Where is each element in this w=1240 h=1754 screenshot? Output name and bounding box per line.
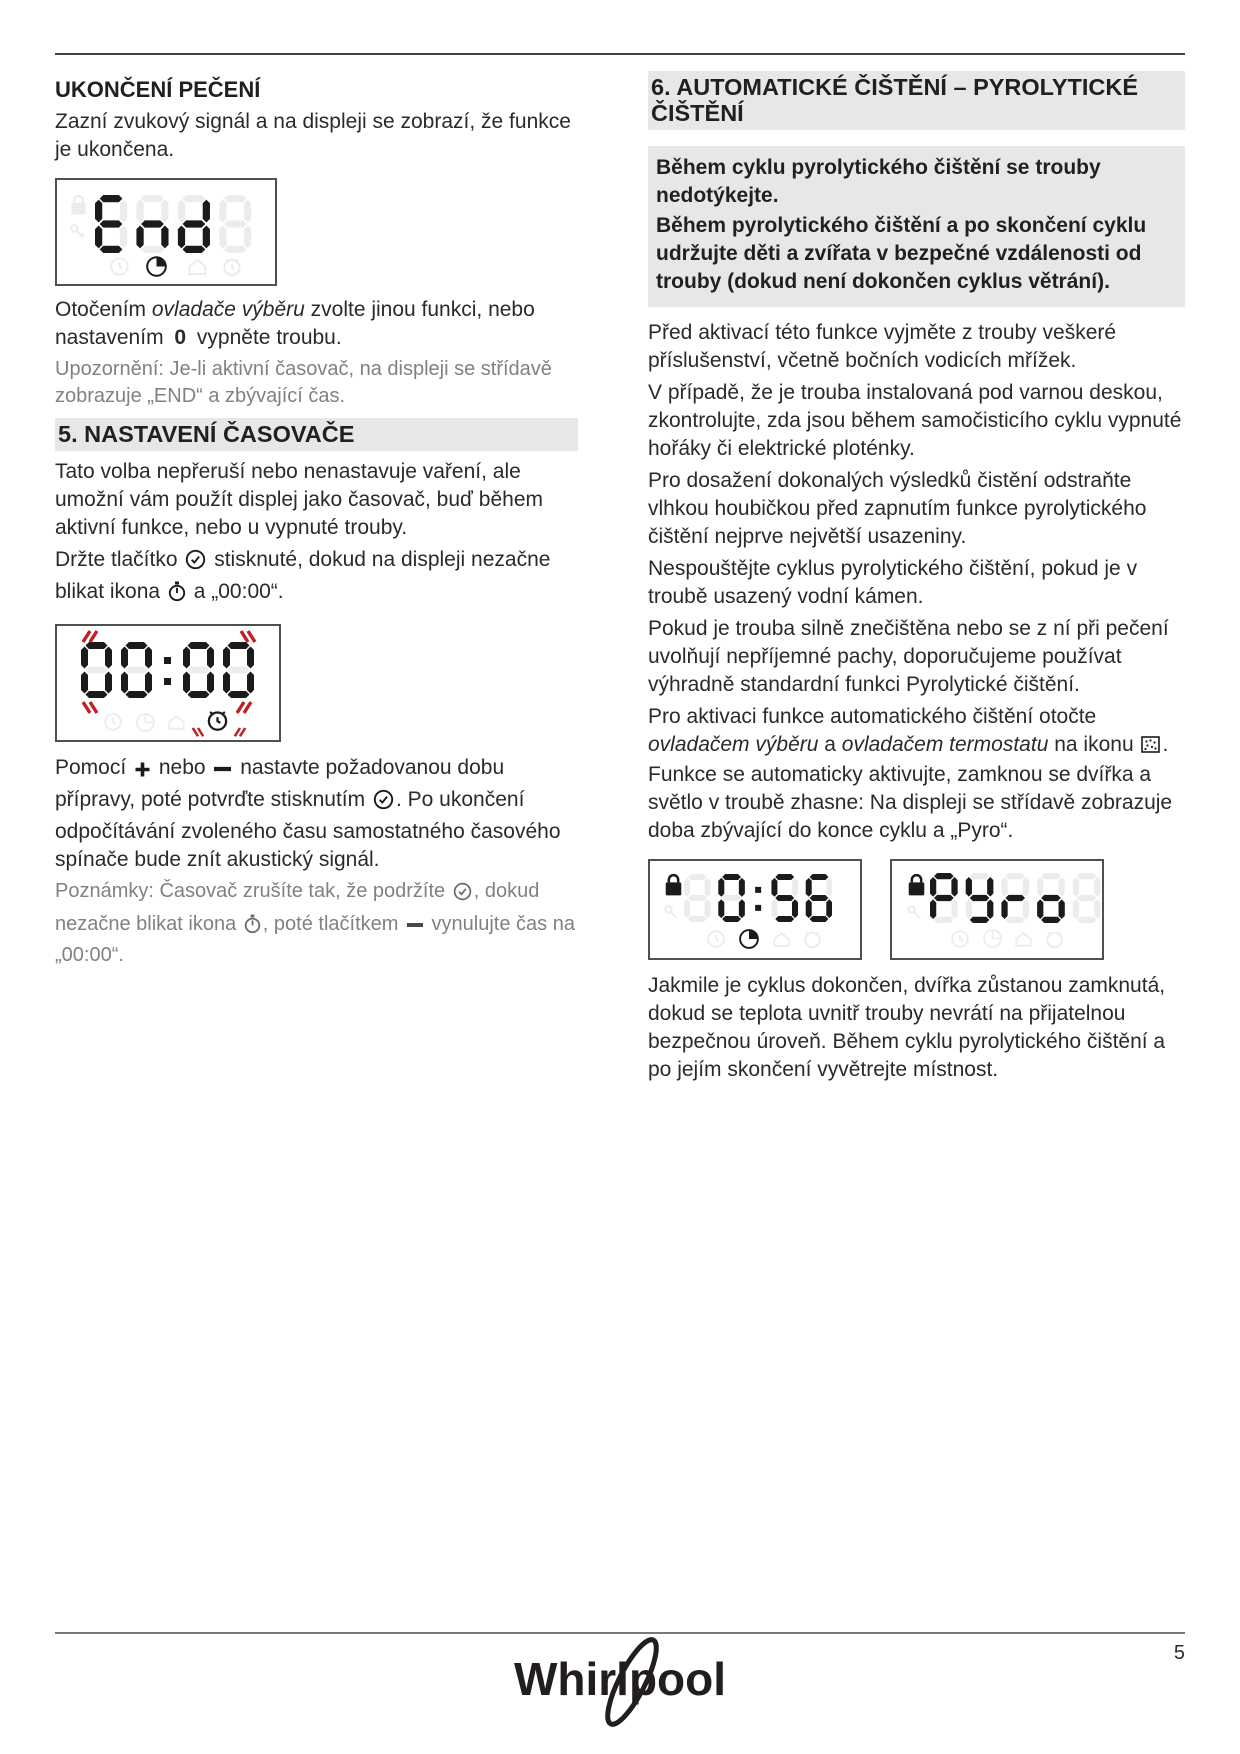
whirlpool-wordmark: Whirlpool: [513, 1653, 727, 1705]
minus-icon: [213, 752, 232, 780]
knob-name: ovladačem výběru: [648, 733, 819, 756]
seven-segment-value: [81, 642, 254, 703]
knob-name: ovladačem termostatu: [841, 733, 1049, 756]
oven-display-pyro: [890, 859, 1104, 960]
left-column: [55, 71, 578, 1088]
blink-mark: [81, 700, 99, 720]
alarm-icon: [205, 708, 230, 737]
set-time-icon: [185, 549, 206, 578]
oven-display-timer: [55, 624, 281, 742]
clock-icon: [103, 712, 123, 737]
alarm-icon: [221, 256, 243, 282]
paragraph: Pro aktivaci funkce automatického čištění otočte ovladačem výběru a ovladačem termostatu na ikonu . Funkce se automaticky aktivujte, zamknou se dvířka a světlo v troubě zhasne: Na displeji se střídavě zobrazuje doba zbývající do konce cyklu a „Pyro“.: [648, 705, 1173, 842]
oven-display-end: [55, 178, 277, 286]
seven-segment-value: [930, 873, 1101, 928]
paragraph: Před aktivací této funkce vyjměte z trouby veškeré příslušenství, včetně bočních vodicích mřížek.: [648, 321, 1117, 372]
lock-icon: [906, 871, 927, 903]
set-time-icon: [373, 789, 394, 818]
warning-text: Během cyklu pyrolytického čištění se trouby nedotýkejte.: [656, 156, 1101, 207]
knob-name: ovladače výběru: [151, 298, 305, 321]
pie-timer-icon: [135, 712, 156, 738]
whirlpool-logo: [514, 1652, 726, 1706]
paragraph: Pro dosažení dokonalých výsledků čistění odstraňte vlhkou houbičkou před zapnutím funkce pyrolytického čištění nejprve největší usazeniny.: [648, 469, 1147, 548]
clock-icon: [109, 256, 130, 282]
home-icon: [167, 713, 186, 736]
stopwatch-icon: [244, 914, 261, 942]
blink-mark: [235, 700, 253, 720]
seven-segment-value: [684, 874, 832, 927]
pie-timer-icon: [982, 928, 1003, 954]
note: Upozornění: Je-li aktivní časovač, na displeji se střídavě zobrazuje „END“ a zbývající čas.: [55, 358, 552, 407]
clock-icon: [706, 929, 726, 954]
alarm-icon: [1044, 929, 1065, 954]
pie-timer-icon: [738, 928, 760, 955]
key-icon: [70, 224, 85, 246]
key-icon: [907, 905, 922, 927]
warning-text: Během pyrolytického čištění a po skončení cyklu udržujte děti a zvířata v bezpečné vzdálenosti od trouby (dokud není dokončen cyklus větrání).: [656, 214, 1147, 293]
home-icon: [1014, 930, 1033, 953]
right-column: [648, 71, 1185, 1088]
seven-segment-value: [95, 195, 251, 258]
top-rule: [55, 53, 1185, 55]
set-time-icon: [453, 882, 472, 909]
section-heading-6: 6. AUTOMATICKÉ ČIŠTĚNÍ – PYROLYTICKÉ ČIŠTĚNÍ: [648, 71, 1185, 130]
stopwatch-icon: [168, 581, 186, 610]
home-icon: [772, 930, 791, 953]
footer-logo-area: [0, 1652, 1240, 1706]
plus-icon: [134, 758, 151, 786]
paragraph: Pomocí nebo nastavte požadovanou dobu přípravy, poté potvrďte stisknutím . Po ukončení odpočítávání zvoleného času samostatného časového spínače bude znít akustický signál.: [55, 752, 578, 874]
paragraph: Nespouštějte cyklus pyrolytického čištění, pokud je v troubě usazený vodní kámen.: [648, 557, 1138, 608]
oven-display-remaining-time: [648, 859, 862, 960]
paragraph: Jakmile je cyklus dokončen, dvířka zůstanou zamknutá, dokud se teplota uvnitř trouby nevrátí na přijatelnou bezpečnou úroveň. Během cyklu pyrolytického čištění a po jejím skončení vyvětrejte místnost.: [648, 974, 1166, 1081]
minus-icon: [406, 909, 424, 936]
warning-box: [648, 146, 1185, 307]
blink-mark: [239, 629, 257, 649]
blink-mark: [191, 727, 205, 742]
pie-timer-icon: [145, 255, 168, 283]
paragraph: Zazní zvukový signál a na displeji se zobrazí, že funkce je ukončena.: [55, 110, 571, 161]
clock-icon: [950, 929, 970, 954]
zero-setting: 0: [174, 326, 187, 349]
section-heading-5: 5. NASTAVENÍ ČASOVAČE: [55, 418, 578, 451]
note: Poznámky: Časovač zrušíte tak, že podržíte , dokud nezačne blikat ikona , poté tlačítkem vynulujte čas na „00:00“.: [55, 880, 575, 966]
key-icon: [664, 905, 679, 927]
heading-ukonceni-peceni: UKONČENÍ PEČENÍ: [55, 77, 261, 102]
paragraph: Tato volba nepřeruší nebo nenastavuje vaření, ale umožní vám použít displej jako časovač, buď během aktivní funkce, nebo u vypnuté trouby.: [55, 460, 543, 539]
paragraph: Držte tlačítko stisknuté, dokud na displeji nezačne blikat ikona a „00:00“.: [55, 546, 578, 610]
paragraph: Otočením ovladače výběru zvolte jinou funkci, nebo nastavením 0 vypněte troubu.: [55, 298, 535, 349]
lock-icon: [663, 871, 684, 903]
page-number: 5: [1173, 1642, 1185, 1664]
home-icon: [187, 257, 208, 281]
paragraph: V případě, že je trouba instalovaná pod varnou deskou, zkontrolujte, zda jsou během samočisticího cyklu vypnuté hořáky či elektrické ploténky.: [648, 381, 1182, 460]
blink-mark: [81, 629, 99, 649]
lock-icon: [69, 192, 88, 222]
footer-rule: [55, 1632, 1185, 1634]
blink-mark: [233, 727, 247, 742]
alarm-icon: [802, 929, 823, 954]
paragraph: Pokud je trouba silně znečištěna nebo se z ní při pečení uvolňují nepříjemné pachy, doporučujeme používat výhradně standardní funkci Pyrolytické čištění.: [648, 617, 1169, 696]
display-row: [648, 859, 1185, 960]
pyro-icon: [1141, 733, 1160, 761]
